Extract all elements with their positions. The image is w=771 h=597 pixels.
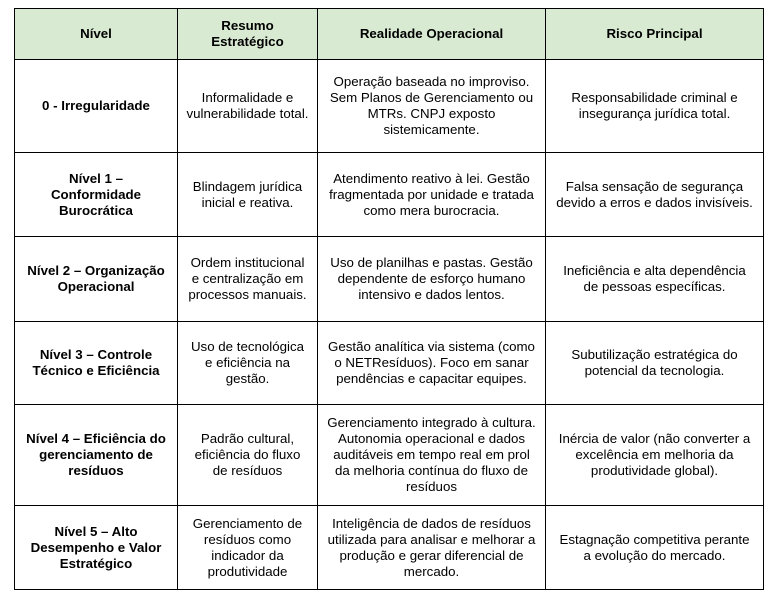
cell-reality: Atendimento reativo à lei. Gestão fragmentada por unidade e tratada como mera burocracia. [318, 153, 546, 237]
cell-summary: Blindagem jurídica inicial e reativa. [178, 153, 318, 237]
cell-summary: Uso de tecnológica e eficiência na gestão. [178, 322, 318, 405]
table-header-row [15, 9, 764, 60]
cell-reality: Inteligência de dados de resíduos utilizada para analisar e melhorar a produção e gerar diferencial de mercado. [318, 506, 546, 590]
table-row [15, 237, 764, 322]
table-row [15, 153, 764, 237]
cell-level: 0 - Irregularidade [15, 60, 178, 153]
maturity-table-container [14, 8, 764, 590]
header-level: Nível [15, 9, 178, 60]
maturity-table [14, 8, 764, 590]
cell-reality: Uso de planilhas e pastas. Gestão dependente de esforço humano intensivo e dados lentos. [318, 237, 546, 322]
cell-level: Nível 4 – Eficiência do gerenciamento de resíduos [15, 405, 178, 506]
cell-reality: Gestão analítica via sistema (como o NETResíduos). Foco em sanar pendências e capacitar equipes. [318, 322, 546, 405]
table-row [15, 322, 764, 405]
header-reality: Realidade Operacional [318, 9, 546, 60]
header-risk: Risco Principal [546, 9, 764, 60]
cell-level: Nível 1 – Conformidade Burocrática [15, 153, 178, 237]
cell-risk: Estagnação competitiva perante a evolução do mercado. [546, 506, 764, 590]
cell-risk: Ineficiência e alta dependência de pessoas específicas. [546, 237, 764, 322]
cell-summary: Informalidade e vulnerabilidade total. [178, 60, 318, 153]
table-row [15, 405, 764, 506]
cell-risk: Subutilização estratégica do potencial da tecnologia. [546, 322, 764, 405]
cell-reality: Operação baseada no improviso. Sem Planos de Gerenciamento ou MTRs. CNPJ exposto sistemicamente. [318, 60, 546, 153]
cell-risk: Falsa sensação de segurança devido a erros e dados invisíveis. [546, 153, 764, 237]
cell-risk: Inércia de valor (não converter a excelência em melhoria da produtividade global). [546, 405, 764, 506]
cell-reality: Gerenciamento integrado à cultura. Autonomia operacional e dados auditáveis em tempo real em prol da melhoria contínua do fluxo de resíduos [318, 405, 546, 506]
table-row [15, 506, 764, 590]
cell-risk: Responsabilidade criminal e insegurança jurídica total. [546, 60, 764, 153]
cell-level: Nível 2 – Organização Operacional [15, 237, 178, 322]
cell-summary: Ordem institucional e centralização em processos manuais. [178, 237, 318, 322]
table-row [15, 60, 764, 153]
cell-level: Nível 5 – Alto Desempenho e Valor Estratégico [15, 506, 178, 590]
cell-level: Nível 3 – Controle Técnico e Eficiência [15, 322, 178, 405]
header-summary: Resumo Estratégico [178, 9, 318, 60]
cell-summary: Padrão cultural, eficiência do fluxo de resíduos [178, 405, 318, 506]
cell-summary: Gerenciamento de resíduos como indicador da produtividade [178, 506, 318, 590]
